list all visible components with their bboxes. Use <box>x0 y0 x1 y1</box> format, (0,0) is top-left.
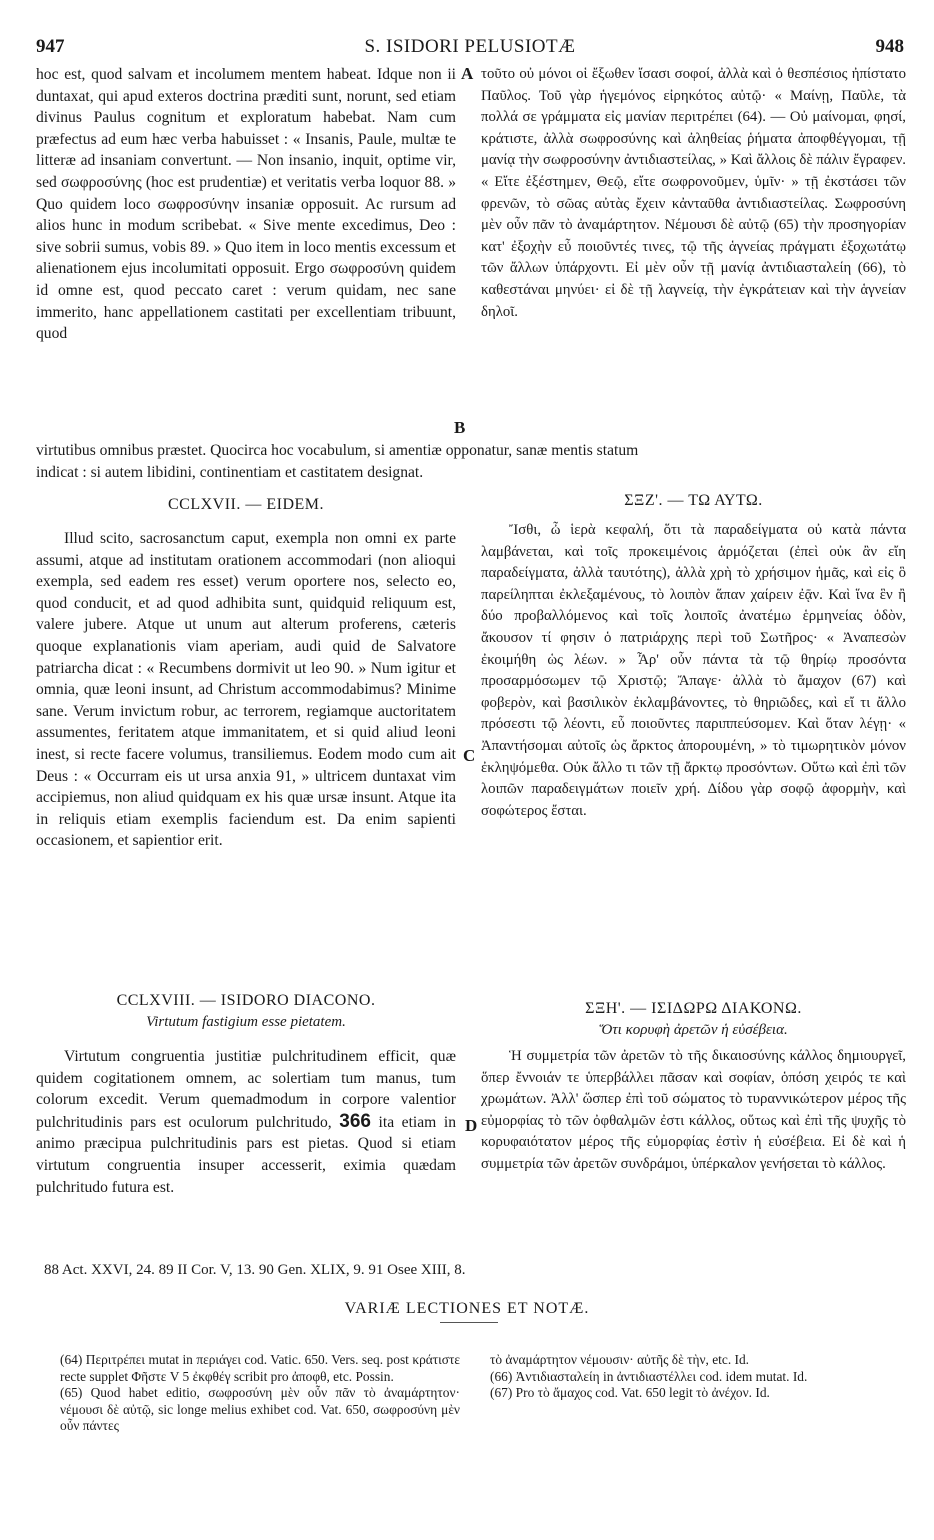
margin-marker-c: C <box>463 746 476 765</box>
note-64: (64) Περιτρέπει mutat in περιάγει cod. Vatic. 650. Vers. seq. post κράτιστε recte supplet Φῆστε V 5 ἐκφθέγ scribit pro ἀποφθ, etc. Possin. <box>60 1352 460 1384</box>
latin-epistle-text: Illud scito, sacrosanctum caput, exempla non omni ex parte assumi, atque ad institutam orationem accommodari (non alioqui exempla, sed eadem res esset) verum oportere nos, selecto eo, quod conducit, et ad quod adhibita sunt, quidquid reliquum est, valere jubere. Atque ut unum aut alterum proferens, cæteris quoque explanationis viam aperiam, audi quid de Salvatore patriarcha dicat : « Recumbens dormivit ut leo 90. » Num igitur et omnia, quæ leoni insunt, ad Christum accommodabimus? Minime sane. Verum invictum robur, ac terrorem, regiamque auctoritatem assumentes, feritatem atque immanitatem, et si quid aliud leoni inest, si recte facere volumus, transiliemus. Eodem modo cum ait Deus : « Occurram eis ut ursa anxia 91, » ultricem duntaxat vim accipiemus, non aliud quidquam ex his quæ ursæ insunt. Atque ita in reliquis etiam exemplis faciendum est. Da enim sapienti occasionem, et sapientior erit. <box>36 530 456 850</box>
latin-epistle-268-subtitle: Virtutum fastigium esse pietatem. <box>146 1014 346 1030</box>
greek-continuation: τοῦτο οὐ μόνοι οἱ ἔξωθεν ἴσασι σοφοί, ἀλλὰ καὶ ὁ θεσπέσιος ἠπίστατο Παῦλος. Τοῦ γὰρ ἡγεμόνος εἰρηκότος αὐτῷ· « Μαίνῃ, Παῦλε, τὰ πολλά σε γράμματα εἰς μανίαν περιτρέπει (64). — Οὐ μαίνομαι, φησί, κράτιστε, ἀλλὰ σωφροσύνης καὶ ἀληθείας ῥήματα ἀποφθέγγομαι, τῇ μανίᾳ τὴν σωφροσύνην ἀντιδιαστείλας, » Καὶ ἄλλοις δὲ πάλιν ἔγραφεν. « Εἴτε ἐξέστημεν, Θεῷ, εἴτε σωφρονοῦμεν, ὑμῖν· » τῇ ἐκστάσει τῶν φρενῶν, τὸ σῶας αὐτὰς ἔχειν κἀνταῦθα ἀντιδιαστείλας. Σωφροσύνη μὲν οὖν πᾶν τὸ ἀναμάρτητον. Νέμουσι δὲ αὐτῷ (65) τὴν προσηγορίαν κατ' ἐξοχὴν εὖ ποιοῦντές τινες, τῷ τῆς ἁγνείας πράγματι ἐξοχωτάτῳ τῶν ἄλλων ὑπάρχοντι. Εἰ μὲν οὖν τῇ μανίᾳ ἀντιδιασταλείη (66), τὸ καθεστάναι μηνύει· εἰ δὲ τῇ λαγνείᾳ, τὴν ἐγκράτειαν καὶ τὴν ἁγνείαν δηλοῖ. <box>481 66 906 320</box>
scripture-references: 88 Act. XXVI, 24. 89 II Cor. V, 13. 90 Gen. XLIX, 9. 91 Osee XIII, 8. <box>44 1262 466 1278</box>
margin-marker-a: A <box>461 64 474 83</box>
latin-full-line-1: virtutibus omnibus præstet. Quocirca hoc vocabulum, si amentiæ opponatur, sanæ mentis statum <box>36 442 639 459</box>
margin-marker-d: D <box>465 1116 478 1135</box>
greek-epistle-268-subtitle: Ὅτι κορυφὴ ἀρετῶν ἡ εὐσέβεια. <box>599 1022 788 1038</box>
folio-number: 366 <box>339 1110 371 1132</box>
greek-epistle-268-text: Ἡ συμμετρία τῶν ἀρετῶν τὸ τῆς δικαιοσύνης κάλλος δημιουργεῖ, ὅπερ ἔννοιάν τε ὑπερβάλλει πᾶσαν καὶ σοφίαν, ὁπόση χειρός τε καὶ χρωμάτων. Ἀλλ' ὥσπερ ἐπὶ τοῦ σώματος τὸ τυραννικώτερον μέρος τῆς εὐμορφίας τὸ τῶν ὀφθαλμῶν ἐστι κάλλος, οὕτως καὶ ἐπὶ τῆς ψυχῆς τὸ κορυφαιότατον μέρος τῆς εὐμορφίας ἐστὶν ἡ εὐσέβεια. Εἰ δὲ καὶ ἡ συμμετρία τῶν ἀρετῶν συνδράμοι, ὑπέρκαλον γενήσεται τὸ κάλλος. <box>481 1048 906 1172</box>
note-65: (65) Quod habet editio, σωφροσύνη μὲν οὖν πᾶν τὸ ἀναμάρτητον· νέμουσι δὲ αὐτῷ, sic longe melius exhibet cod. Vat. 650, σωφροσύνη μὲν οὖν πάντες <box>60 1385 460 1434</box>
page-number-left: 947 <box>36 36 65 57</box>
page-number-right: 948 <box>875 36 904 57</box>
note-65-cont: τὸ ἀναμάρτητον νέμουσιν· αὐτῆς δὲ τὴν, etc. Id. <box>490 1352 750 1367</box>
greek-epistle-title: ΣΞΖ'. — ΤΩ ΑΥΤΩ. <box>624 492 763 509</box>
notes-right-column <box>490 1352 900 1402</box>
running-title: S. ISIDORI PELUSIOTÆ <box>364 36 576 57</box>
note-66: (66) Ἀντιδιασταλείη in ἀντιδιαστέλλει cod. idem mutat. Id. <box>490 1368 808 1384</box>
margin-marker-b: B <box>454 418 466 437</box>
latin-epistle-268-text <box>36 1046 456 1198</box>
latin-268-part-1: Virtutum congruentia justitiæ pulchritudinem efficit, quæ quidem cogitationem omnem, ac solertiam tum manus, tum colorum excedit. Verum quemadmodum in corpore valentior pulchritudinis pars est oculorum pulchritudo, <box>36 1048 456 1131</box>
greek-epistle-text: Ἴσθι, ὦ ἱερὰ κεφαλή, ὅτι τὰ παραδείγματα οὐ κατὰ πάντα λαμβάνεται, καὶ τοῖς προκειμένοις ἁρμόζεται (ἐπεὶ οὐκ ἂν εἴη παραδείγματα, ἀλλὰ ταυτότης), ἀλλὰ χρὴ τὸ χρήσιμον ἡμᾶς, καὶ εἰς ὃ παρείληπται ἐκλεξαμένους, τὸ λοιπὸν ἅπαν χαίρειν ἐᾷν. Καὶ ἵνα ἓν ἢ δύο προβαλλόμενος καὶ τοῖς λοιποῖς ἀνατέμω ἑρμηνείας ὁδὸν, ἄκουσον τί φησιν ὁ πατριάρχης περὶ τοῦ Σωτῆρος· « Ἀναπεσὼν ἐκοιμήθη ὡς λέων. » Ἆρ' οὖν πάντα τὰ τῷ θηρίῳ προσόντα προσαρμόσωμεν τῷ Χριστῷ; Ἄπαγε· ἀλλὰ τὸ ἄμαχον (67) καὶ φοβερὸν, καὶ βασιλικὸν ἐκλαμβάνοντες, τὸ θηριῶδες, καὶ εἴ τι ἄλλο πρόσεστι τῷ λέοντι, εὖ ποιοῦντες παριππεύσομεν. Καὶ ὅταν λέγῃ· « Ἀπαντήσομαι αὐτοῖς ὡς ἄρκτος ἀπορουμένη, » τὸ τιμωρητικὸν μόνον ἐκληψόμεθα. Οὐκ ἄλλο τι τῶν τῇ ἄρκτῳ προσόντων. Οὕτω καὶ ἐπὶ τῶν λοιπῶν παραδειγμάτων ποιεῖν χρή. Δίδου γὰρ σοφῷ ἀφορμὴν, καὶ σοφώτερος ἔσται. <box>481 522 906 819</box>
running-header <box>36 36 904 60</box>
latin-268-part-2: ita etiam in animo præcipua pulchritudinis pars est pietas. Quod si etiam virtutum congruentia insuper accesserit, eximia quædam pulchritudo futura est. <box>36 1113 456 1196</box>
latin-epistle-title: CCLXVII. — EIDEM. <box>167 496 325 513</box>
latin-full-line-2: indicat : si autem libidini, continentiam et castitatem designat. <box>36 464 424 481</box>
latin-epistle-268-title: CCLXVIII. — ISIDORO DIACONO. <box>116 992 376 1009</box>
notes-divider <box>440 1322 498 1323</box>
note-67: (67) Pro τὸ ἄμαχος cod. Vat. 650 legit τὸ ἀνέχον. Id. <box>490 1385 770 1401</box>
greek-epistle-268-title: ΣΞΗ'. — ΙΣΙΔΩΡΩ ΔΙΑΚΟΝΩ. <box>585 1000 802 1017</box>
notes-title: VARIÆ LECTIONES ET NOTÆ. <box>344 1300 590 1317</box>
latin-continuation: hoc est, quod salvam et incolumem mentem habeat. Idque non ii duntaxat, qui apud exteros doctrina præditi sunt, norunt, sed etiam divinus Paulus cognitum et exploratum habebat. Nam cum præfectus ad eum hæc verba habuisset : « Insanis, Paule, multæ te litteræ ad insaniam convertunt. — Non insanio, inquit, optime vir, sed σωφροσύνης (hoc est prudentiæ) et veritatis verba loquor 88. » Quo quidem loco σωφροσύνην insaniæ opposuit. Ac rursum ad alios hunc in modum scribebat. « Sive mente excedimus, Deo : sive sobrii sumus, vobis 89. » Quo item in loco mentis excessum et alienationem ejus incolumitati opposuit. Ergo σωφροσύνη quidem id omne est, quod peccato caret : verum quidam, nec sane immerito, hanc appellationem castitati per excellentiam tribuunt, quod <box>36 66 456 343</box>
notes-left-column <box>60 1352 460 1435</box>
